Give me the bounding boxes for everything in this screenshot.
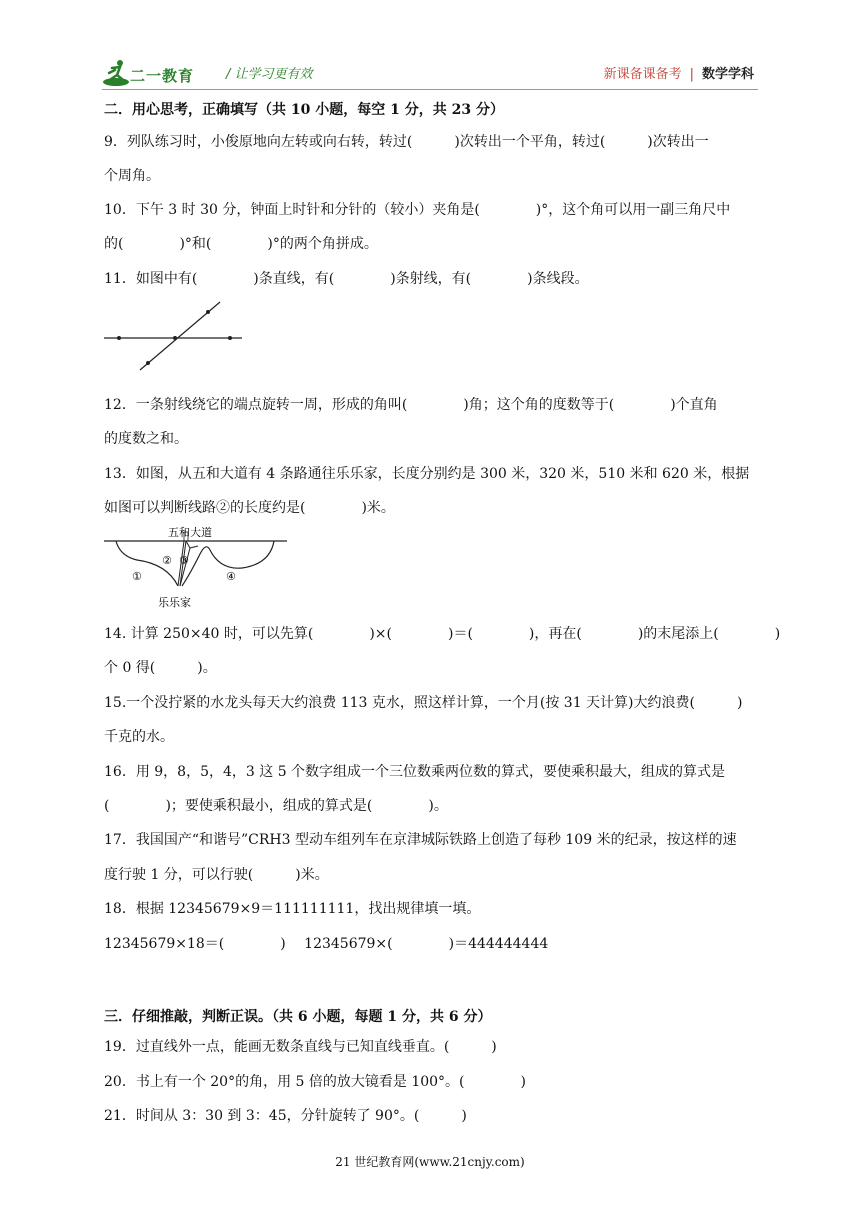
figure-11-lines <box>102 298 262 378</box>
question-line: 17．我国国产“和谐号”CRH3 型动车组列车在京津城际铁路上创造了每秒 109 米的纪录，按这样的速 <box>104 832 737 848</box>
question-line: 10．下午 3 时 30 分，钟面上时针和分针的（较小）夹角是( )°，这个角可以用一副三角尺中 <box>104 202 731 218</box>
question-line: 9．列队练习时，小俊原地向左转或向右转，转过( )次转出一个平角，转过( )次转出一 <box>104 134 709 150</box>
route-2-label: ② <box>162 554 172 567</box>
home-label: 乐乐家 <box>158 597 191 609</box>
route-3-label: ③ <box>179 554 189 567</box>
question-line: 的度数之和。 <box>104 431 188 447</box>
brand-logo <box>102 58 222 88</box>
header-subject: 数学学科 <box>701 67 754 82</box>
question-line: 15.一个没拧紧的水龙头每天大约浪费 113 克水，照这样计算，一个月(按 31 天计算)大约浪费( ) <box>104 695 743 711</box>
question-line: 个 0 得( )。 <box>104 660 217 676</box>
header-right <box>604 63 754 82</box>
question-line: 个周角。 <box>104 168 160 184</box>
section-3-title: 三．仔细推敲，判断正误。（共 6 小题，每题 1 分，共 6 分） <box>104 1009 492 1025</box>
header-slogan: / 让学习更有效 <box>226 67 313 82</box>
route-4-label: ④ <box>226 570 236 583</box>
question-line: 的( )°和( )°的两个角拼成。 <box>104 236 378 252</box>
question-line: 12．一条射线绕它的端点旋转一周，形成的角叫( )角；这个角的度数等于( )个直角 <box>104 397 718 413</box>
question-line: 21．时间从 3：30 到 3：45，分针旋转了 90°。( ) <box>104 1108 467 1124</box>
header-tagline: 新课备课备考 <box>603 67 682 82</box>
road-label: 五和大道 <box>168 527 212 539</box>
question-line: 20．书上有一个 20°的角，用 5 倍的放大镜看是 100°。( ) <box>104 1074 526 1090</box>
question-line: 如图可以判断线路②的长度约是( )米。 <box>104 500 395 516</box>
page-footer: 21 世纪教育网(www.21cnjy.com) <box>335 1155 525 1169</box>
figure-13-road-map <box>102 524 292 614</box>
question-line: ( )；要使乘积最小，组成的算式是( )。 <box>104 798 448 814</box>
question-line: 16．用 9，8，5，4，3 这 5 个数字组成一个三位数乘两位数的算式，要使乘积最大，组成的算式是 <box>104 764 726 780</box>
header-divider <box>102 89 758 90</box>
question-line: 度行驶 1 分，可以行驶( )米。 <box>104 867 329 883</box>
question-line: 千克的水。 <box>104 729 174 745</box>
question-line: 14. 计算 250×40 时，可以先算( )×( )＝( )，再在( )的末尾添上( ) <box>104 626 781 642</box>
question-line: 12345679×18＝( ) 12345679×( )＝444444444 <box>104 936 549 952</box>
question-line: 18．根据 12345679×9＝111111111，找出规律填一填。 <box>104 901 481 917</box>
question-line: 11．如图中有( )条直线，有( )条射线，有( )条线段。 <box>104 271 589 287</box>
runner-icon <box>102 58 132 88</box>
page-header <box>102 56 758 90</box>
question-line: 19．过直线外一点，能画无数条直线与已知直线垂直。( ) <box>104 1039 497 1055</box>
route-1-label: ① <box>132 570 142 583</box>
brand-name: 二一教育 <box>130 67 195 85</box>
header-separator: | <box>689 67 694 82</box>
section-2-title: 二．用心思考，正确填写（共 10 小题，每空 1 分，共 23 分） <box>104 102 504 118</box>
question-line: 13．如图，从五和大道有 4 条路通往乐乐家，长度分别约是 300 米，320 米，510 米和 620 米，根据 <box>104 466 750 482</box>
